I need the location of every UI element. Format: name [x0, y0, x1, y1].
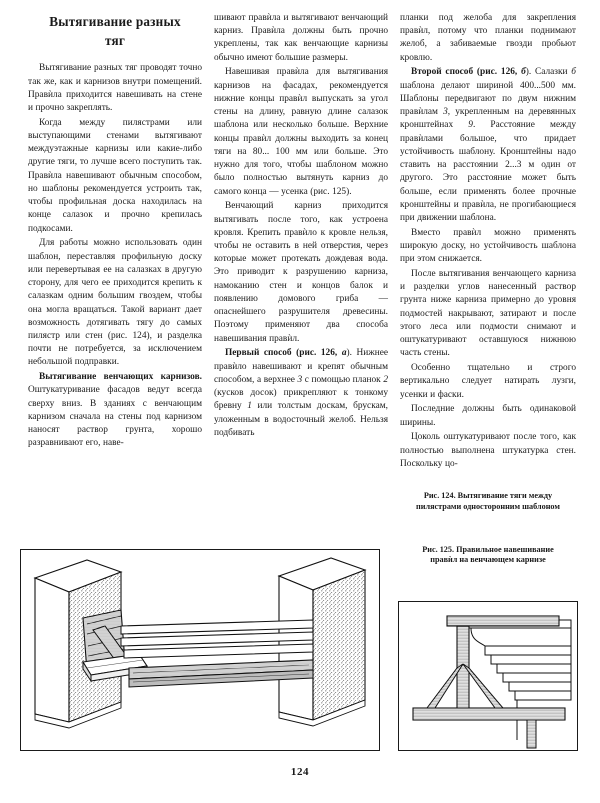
- paragraph: Венчающий карниз приходится вытягивать после того, как устроена кровля. Крепить правѝло к кровле нельзя, чтобы не оставить в ней отверстия, через которые может протекать дождевая вода. Это приводит к разрушению карниза, намоканию стен и концов балок и появлению домового гриба — опаснейшего разрушителя древесины. Поэтому применяют два способа навешивания правѝл.: [214, 201, 388, 344]
- part-letter: б: [571, 67, 576, 78]
- figure-ref-letter: а: [341, 348, 347, 359]
- paragraph: Для работы можно использовать один шаблон, переставляя профильную доску или перевертывая ее на салазках в другую сторону, для чего ее приходится крепить к салазкам одним большим гвоздем, чтобы она могла вращаться. Такой вариант дает возможность дотягивать тягу до самых пилястр или стен (рис. 124), и разделка почти не потребуется, за исключением небольшой подправки.: [28, 238, 202, 368]
- caption-line: пилястрами односторонним шаблоном: [416, 501, 560, 511]
- paragraph: Цоколь оштукатуривают после того, как полностью выполнена штукатурка стен. Поскольку цо-: [400, 432, 576, 469]
- paragraph-lead: Второй способ: [411, 67, 474, 78]
- page-title-line-2: тяг: [104, 33, 126, 49]
- paragraph-text: (кусков досок) прикрепляют к тонкому бревну: [214, 388, 388, 412]
- paragraph-lead: Первый способ: [225, 348, 292, 359]
- hanging-board: [527, 720, 536, 748]
- caption-line: Рис. 125. Правильное навешивание: [422, 544, 554, 554]
- column-1: [28, 12, 202, 451]
- paragraph-continued: планки под желоба для закрепления правѝл, потому что планки поднимают желоб, а забиваемые гвозди пробьют кровлю.: [400, 13, 576, 63]
- upper-guide-rails: [121, 620, 313, 658]
- paragraph-text: или толстым доскам, брускам, уложенным в водосточный желоб. Нельзя подбивать: [214, 401, 388, 438]
- paragraph-continued: шивают правѝла и вытягивают венчающий карниз. Правѝла должны быть прочно укреплены, так как венчающие карнизы обычно имеют большие размеры.: [214, 13, 388, 63]
- part-number: 3: [297, 374, 303, 385]
- paragraph-lead: Вытягивание венчающих карнизов.: [39, 372, 202, 383]
- paragraph-text: шаблона делают шириной 400...500 мм. Шаблоны передвигают по двум нижним правѝлам: [400, 80, 576, 118]
- paragraph: После вытягивания венчающего карниза и разделки углов нанесенный раствор грунта ниже карниза примерно до уровня подмостей накрывают, затирают и после этого леса или подмости снимают и оштукатуривают оставшуюся нижнюю часть стены.: [400, 268, 576, 359]
- paragraph: [214, 347, 388, 440]
- column-2: [214, 12, 388, 440]
- part-number: 3: [443, 107, 448, 118]
- paragraph-text: ). Салазки: [525, 67, 572, 78]
- paragraph: [28, 371, 202, 450]
- part-number: 9: [468, 120, 473, 131]
- paragraph: Вместо правѝл можно применять широкую доску, но устойчивость шаблона при этом снижается.: [400, 227, 576, 265]
- page-title-line-1: Вытягивание разных: [49, 14, 181, 29]
- page-number: 124: [290, 766, 310, 778]
- paragraph-text: Оштукатуривание фасадов ведут всегда сверху вниз. В зданиях с венчающим карнизом сначала на стены под карнизом наносят раствор грунта, хорошо разравнивают его, наве-: [28, 385, 202, 449]
- caption-line: Рис. 124. Вытягивание тяги между: [423, 490, 553, 500]
- paragraph: Особенно тщательно и строго вертикально следует натирать лузги, усенки и фаски.: [400, 363, 576, 400]
- part-number: 1: [247, 401, 252, 412]
- cornice-profile: [465, 620, 571, 740]
- column-3: [400, 12, 576, 566]
- paragraph: Когда между пилястрами или выступающими стенами вытягивают междуэтажные карнизы или какие-либо другие тяги, то лучше всего поступить так. Правѝла навешивают обычным способом, но шаблоны рекомендуется устроить так, чтобы профильная доска находилась на конце салазок и прочно крепилась подкосами.: [28, 117, 202, 234]
- lower-rail: [413, 708, 565, 720]
- paragraph-text: ). Нижнее правѝло навешивают и крепят обычным способом, а верхнее: [214, 348, 388, 385]
- figure-125-caption: [400, 545, 576, 567]
- figure-124-illustration: [20, 549, 380, 751]
- paragraph: Вытягивание разных тяг проводят точно так же, как и карнизов внутри помещений. Правѝла приходится навешивать на стене и прочно закреплять.: [28, 63, 202, 113]
- page-title: [28, 12, 202, 50]
- upper-rail: [447, 616, 559, 626]
- right-pilaster: [279, 558, 365, 726]
- part-number: 2: [383, 374, 388, 385]
- paragraph: Навешивая правѝла для вытягивания карнизов на фасадах, рекомендуется нижние концы правѝл выпускать за угол стены на длину, равную длине салазок шаблона или несколько больше. Верхние концы правѝл должны выходить за конец тяги на 80... 100 мм или больше. Это нужно для того, чтобы шаблоном можно было полностью вытянуть карниз до самого конца — усенка (рис. 125).: [214, 67, 388, 197]
- paragraph: Последние должны быть одинаковой ширины.: [400, 404, 576, 428]
- caption-line: правѝл на венчающем карнизе: [430, 555, 546, 565]
- text-columns: [28, 12, 576, 566]
- paragraph: [400, 66, 576, 225]
- paragraph-lead-ref: (рис. 126,: [473, 67, 522, 78]
- figure-ref-letter: б: [521, 67, 526, 78]
- paragraph-text: . Расстояние между правѝлами большое, что придает устойчивость шаблону. Кронштейны надо ставить на расстоянии 2...3 м один от другого. Это расстояние может быть больше, если применять более прочные кронштейны и правѝла, не прогибающиеся при движении шаблона.: [400, 120, 577, 224]
- paragraph-text: , укрепленным на деревянных кронштейнах: [400, 107, 576, 131]
- paragraph-text: с помощью планок: [302, 374, 384, 385]
- paragraph-lead-ref: (рис. 126,: [291, 348, 342, 359]
- figure-125-illustration: [398, 601, 578, 751]
- figure-124-caption: [400, 491, 576, 513]
